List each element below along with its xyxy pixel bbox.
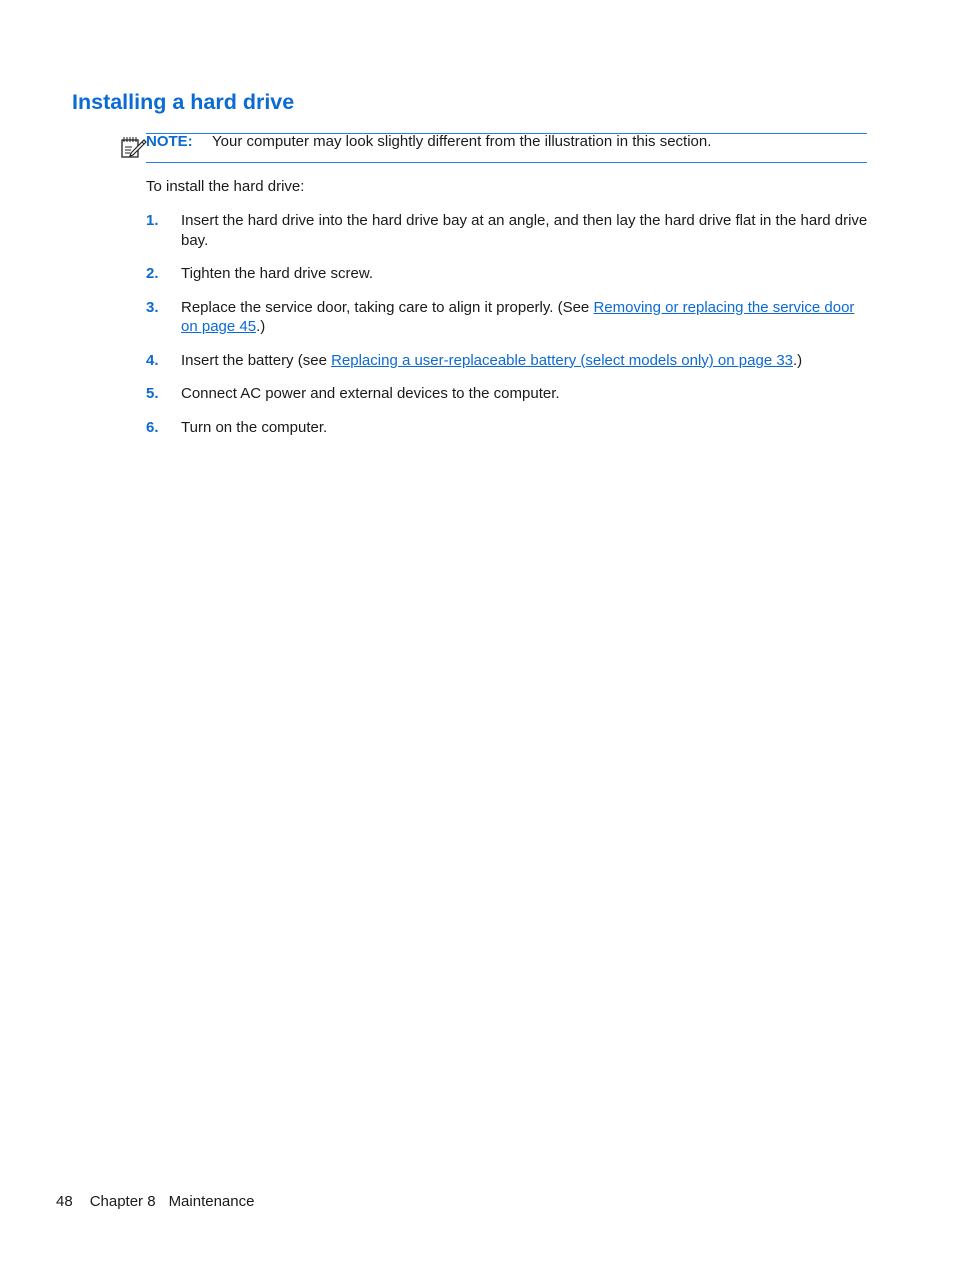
step-text-before: Insert the battery (see xyxy=(181,351,332,369)
step-item xyxy=(146,264,870,284)
step-number: 5. xyxy=(146,385,159,402)
page-footer xyxy=(56,1192,271,1211)
chapter-label: Chapter 8 xyxy=(89,1193,156,1210)
step-item xyxy=(146,211,870,250)
step-text: Tighten the hard drive screw. xyxy=(181,265,374,282)
note-callout xyxy=(146,133,867,163)
note-label: NOTE: xyxy=(146,133,193,150)
service-door-link[interactable]: Removing or replacing the service door on page 45 xyxy=(181,298,855,335)
step-text: Insert the hard drive into the hard drive bay at an angle, and then lay the hard drive flat in the hard drive bay. xyxy=(181,212,868,249)
step-item xyxy=(146,298,870,337)
battery-link[interactable]: Replacing a user-replaceable battery (select models only) on page 33 xyxy=(331,351,794,369)
note-text: Your computer may look slightly different from the illustration in this section. xyxy=(212,133,712,150)
page-number: 48 xyxy=(56,1193,73,1210)
step-number: 1. xyxy=(146,212,159,229)
step-number: 4. xyxy=(146,351,159,369)
step-text: Connect AC power and external devices to the computer. xyxy=(181,385,560,402)
step-text-after: .) xyxy=(256,318,266,335)
steps-list xyxy=(146,211,870,451)
step-text: Turn on the computer. xyxy=(181,418,328,436)
note-pencil-icon xyxy=(119,133,147,159)
step-number: 2. xyxy=(146,265,159,282)
step-text xyxy=(181,352,802,369)
step-item xyxy=(146,384,870,404)
step-item xyxy=(146,351,870,371)
step-text-before: Replace the service door, taking care to align it properly. (See xyxy=(181,298,594,316)
chapter-title: Maintenance xyxy=(168,1193,255,1210)
step-item xyxy=(146,418,870,438)
intro-text: To install the hard drive: xyxy=(146,178,305,195)
step-number: 6. xyxy=(146,418,159,436)
step-text xyxy=(181,299,854,336)
section-title: Installing a hard drive xyxy=(72,90,295,114)
step-text-after: .) xyxy=(793,351,803,369)
step-number: 3. xyxy=(146,298,159,316)
